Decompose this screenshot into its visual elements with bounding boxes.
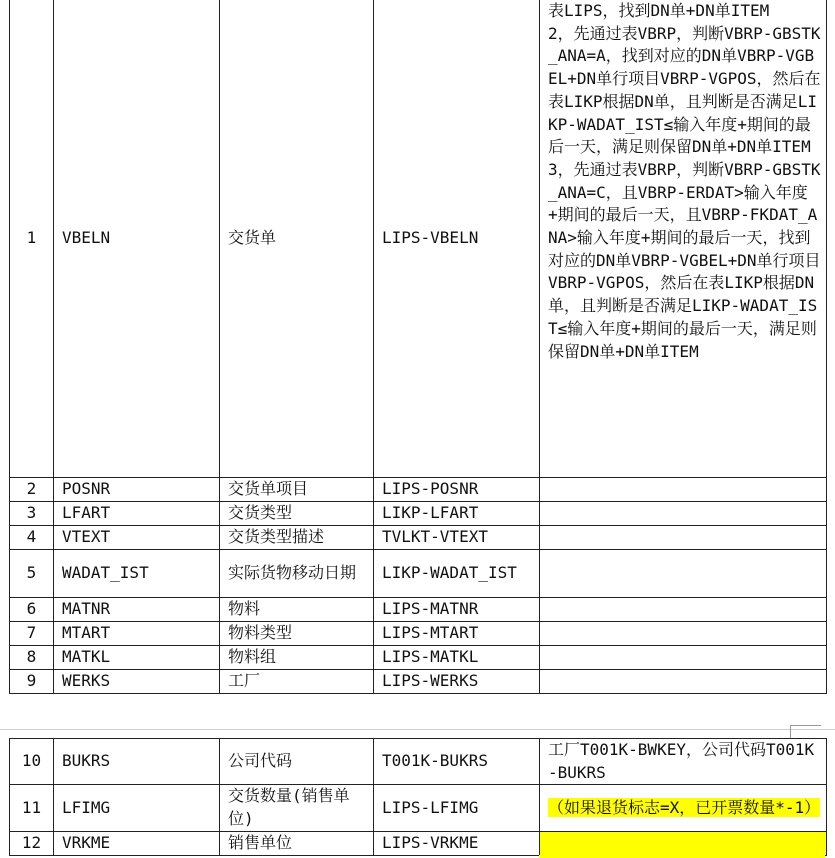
field-name: VTEXT — [54, 526, 220, 550]
source-field: LIKP-WADAT_IST — [374, 550, 540, 598]
field-name: BUKRS — [54, 739, 220, 785]
row-number: 12 — [10, 831, 54, 855]
table-row — [10, 622, 827, 646]
field-description: 交货单项目 — [220, 478, 374, 502]
field-name: WERKS — [54, 670, 220, 694]
field-description: 工厂 — [220, 670, 374, 694]
field-name: WADAT_IST — [54, 550, 220, 598]
row-number: 9 — [10, 670, 54, 694]
source-field: TVLKT-VTEXT — [374, 526, 540, 550]
field-mapping-table-part2 — [9, 738, 827, 856]
table-row — [10, 550, 827, 598]
table-row — [10, 0, 827, 478]
table-row — [10, 785, 827, 831]
field-name: LFIMG — [54, 785, 220, 831]
logic-note — [540, 598, 827, 622]
source-field: LIPS-POSNR — [374, 478, 540, 502]
source-field: LIPS-MTART — [374, 622, 540, 646]
logic-note: 表LIPS，找到DN单+DN单ITEM 2，先通过表VBRP，判断VBRP-GBSTK_ANA=A，找到对应的DN单VBRP-VGBEL+DN单行项目VBRP-VGPOS，然后在表LIKP根据DN单，且判断是否满足LIKP-WADAT_IST≤输入年度+期间的最后一天，满足则保留DN单+DN单ITEM 3，先通过表VBRP，判断VBRP-GBSTK_ANA=C，且VBRP-ERDAT>输入年度+期间的最后一天，且VBRP-FKDAT_ANA>输入年度+期间的最后一天，找到对应的DN单VBRP-VGBEL+DN单行项目VBRP-VGPOS，然后在表LIKP根据DN单，且判断是否满足LIKP-WADAT_IST≤输入年度+期间的最后一天，满足则保留DN单+DN单ITEM — [540, 0, 827, 478]
logic-note — [540, 670, 827, 694]
row-number: 6 — [10, 598, 54, 622]
logic-note — [540, 831, 827, 855]
row-number: 3 — [10, 502, 54, 526]
row-number: 11 — [10, 785, 54, 831]
table-row — [10, 598, 827, 622]
field-description: 物料组 — [220, 646, 374, 670]
field-name: MATKL — [54, 646, 220, 670]
field-name: VRKME — [54, 831, 220, 855]
field-description: 交货类型 — [220, 502, 374, 526]
field-mapping-table-part1 — [9, 0, 827, 694]
page-corner-mark — [790, 725, 821, 738]
table-row — [10, 526, 827, 550]
field-description: 交货单 — [220, 0, 374, 478]
field-name: MTART — [54, 622, 220, 646]
highlighted-note: （如果退货标志=X，已开票数量*-1） — [548, 797, 821, 817]
field-name: POSNR — [54, 478, 220, 502]
field-description: 交货数量(销售单位) — [220, 785, 374, 831]
field-description: 物料类型 — [220, 622, 374, 646]
table-row — [10, 646, 827, 670]
source-field: LIKP-LFART — [374, 502, 540, 526]
row-number: 1 — [10, 0, 54, 478]
table-row — [10, 502, 827, 526]
field-description: 公司代码 — [220, 739, 374, 785]
field-description: 实际货物移动日期 — [220, 550, 374, 598]
field-description: 交货类型描述 — [220, 526, 374, 550]
row-number: 8 — [10, 646, 54, 670]
field-name: LFART — [54, 502, 220, 526]
field-description: 销售单位 — [220, 831, 374, 855]
source-field: LIPS-LFIMG — [374, 785, 540, 831]
field-name: VBELN — [54, 0, 220, 478]
logic-note — [540, 526, 827, 550]
logic-note — [540, 622, 827, 646]
logic-note — [540, 550, 827, 598]
field-name: MATNR — [54, 598, 220, 622]
field-description: 物料 — [220, 598, 374, 622]
logic-note: 工厂T001K-BWKEY，公司代码T001K-BUKRS — [540, 739, 827, 785]
source-field: LIPS-VRKME — [374, 831, 540, 855]
logic-note — [540, 646, 827, 670]
row-number: 10 — [10, 739, 54, 785]
logic-note — [540, 785, 827, 831]
source-field: LIPS-MATKL — [374, 646, 540, 670]
logic-note — [540, 502, 827, 526]
source-field: LIPS-MATNR — [374, 598, 540, 622]
source-field: LIPS-VBELN — [374, 0, 540, 478]
table-row — [10, 739, 827, 785]
source-field: LIPS-WERKS — [374, 670, 540, 694]
table-row — [10, 670, 827, 694]
row-number: 4 — [10, 526, 54, 550]
table-row — [10, 831, 827, 855]
table-row — [10, 478, 827, 502]
source-field: T001K-BUKRS — [374, 739, 540, 785]
row-number: 2 — [10, 478, 54, 502]
row-number: 7 — [10, 622, 54, 646]
logic-note — [540, 478, 827, 502]
page-break-divider — [0, 729, 835, 730]
row-number: 5 — [10, 550, 54, 598]
